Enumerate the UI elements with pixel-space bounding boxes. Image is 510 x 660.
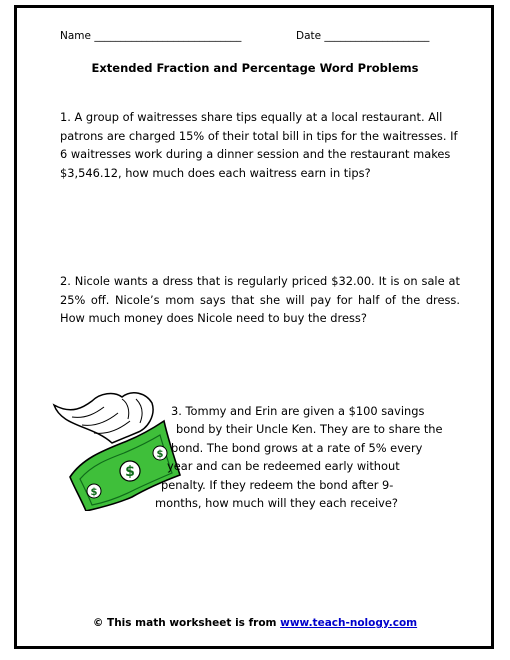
- date-field-label: Date ____________________: [296, 30, 430, 42]
- problem-3-line-2: bond by their Uncle Ken. They are to share the: [176, 422, 443, 436]
- worksheet-title: Extended Fraction and Percentage Word Problems: [91, 61, 419, 75]
- problem-2: 2. Nicole wants a dress that is regularly priced $32.00. It is on sale at 25% off. Nicole’s mom says that she will pay for half of the dress. How much money does Nicole need to buy the dress?: [60, 274, 460, 325]
- problem-3-line-6: months, how much will they each receive?: [155, 496, 398, 510]
- svg-text:$: $: [156, 449, 164, 460]
- svg-text:$: $: [90, 487, 98, 498]
- problem-3-line-5: penalty. If they redeem the bond after 9-: [161, 478, 394, 492]
- name-field-label: Name ____________________________: [60, 30, 242, 42]
- footer-link[interactable]: www.teach-nology.com: [280, 617, 418, 629]
- problem-1: 1. A group of waitresses share tips equally at a local restaurant. All patrons are charged 15% of their total bill in tips for the waitresses. If 6 waitresses work during a dinner session and the restaurant makes $3,546.12, how much does each waitress earn in tips?: [60, 110, 458, 180]
- footer-prefix: © This math worksheet is from: [92, 617, 281, 629]
- problem-3-line-4: year and can be redeemed early without: [167, 459, 400, 473]
- footer-credit: [0, 617, 510, 629]
- svg-text:$: $: [125, 464, 135, 480]
- problem-3-line-1: 3. Tommy and Erin are given a $100 savings: [171, 404, 425, 418]
- problem-3-line-3: bond. The bond grows at a rate of 5% every: [171, 441, 423, 455]
